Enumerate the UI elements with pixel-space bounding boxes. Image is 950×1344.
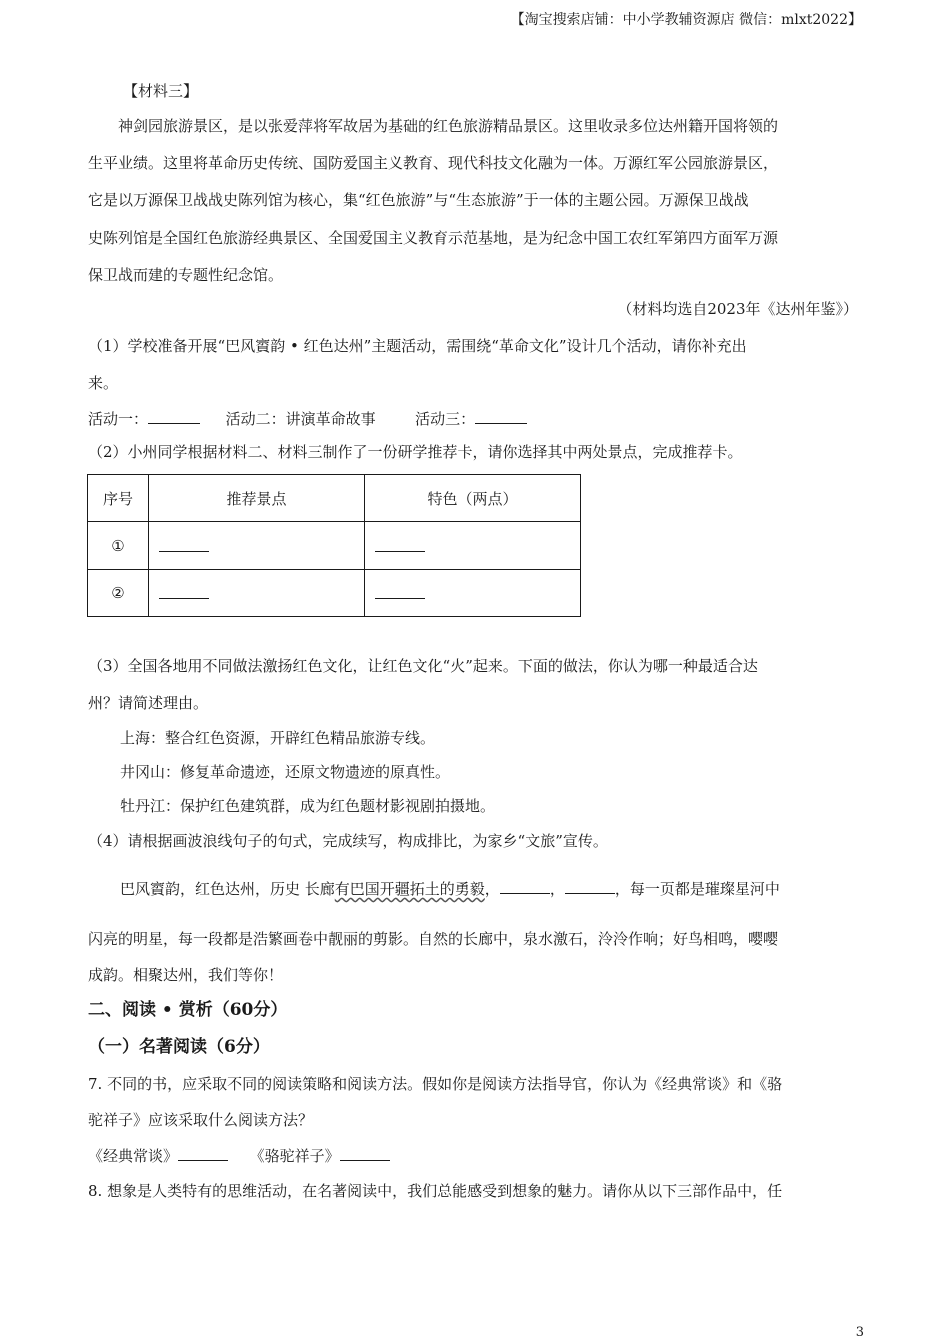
question-7-line: 驼祥子》应该采取什么阅读方法？ [88,1111,314,1129]
spot-blank[interactable] [159,536,209,552]
wavy-sentence: 有巴国开疆拓土的勇毅 [334,880,485,898]
table-header-spot: 推荐景点 [149,475,365,522]
activity-3-label: 活动三： [415,410,476,428]
row-index: ② [88,570,149,617]
table-row [88,522,581,570]
table-header-feature: 特色（两点） [365,475,581,522]
feature-blank[interactable] [375,536,425,552]
continuation-blank-1[interactable] [500,878,550,894]
question-3-line: 州？请简述理由。 [88,694,209,712]
section-2-heading: 二、阅读 • 赏析（60分） [88,1000,288,1020]
page-number: 3 [855,1325,864,1340]
question-3-line: （3）全国各地用不同做法激扬红色文化，让红色文化“火”起来。下面的做法，你认为哪一种最适合达 [88,657,758,675]
activity-2-label: 活动二：讲演革命故事 [225,410,376,428]
question-2-text: （2）小州同学根据材料二、材料三制作了一份研学推荐卡，请你选择其中两处景点，完成推荐卡。 [88,443,743,461]
book-1-blank[interactable] [178,1145,228,1161]
activity-1-blank[interactable] [148,408,200,424]
option-jinggangshan: 井冈山：修复革命遗迹，还原文物遗迹的原真性。 [120,763,451,781]
question-4-line: 成韵。相聚达州，我们等你！ [88,966,284,984]
activity-row [88,408,527,429]
page-header: 【淘宝搜索店铺：中小学教辅资源店 微信：mlxt2022】 [510,12,862,28]
material3-line: 神剑园旅游景区，是以张爱萍将军故居为基础的红色旅游精品景区。这里收录多位达州籍开国将领的 [118,117,779,135]
recommendation-table [87,474,581,617]
material3-line: 生平业绩。这里将革命历史传统、国防爱国主义教育、现代科技文化融为一体。万源红军公园旅游景区， [88,154,779,172]
book-2-blank[interactable] [340,1145,390,1161]
material3-line: 它是以万源保卫战战史陈列馆为核心，集“红色旅游”与“生态旅游”于一体的主题公园。万源保卫战战 [88,191,749,209]
question-1-line: 来。 [88,374,119,392]
table-row [88,570,581,617]
option-mudanjiang: 牡丹江：保护红色建筑群，成为红色题材影视剧拍摄地。 [120,797,496,815]
table-header-index: 序号 [88,475,149,522]
material3-line: 史陈列馆是全国红色旅游经典景区、全国爱国主义教育示范基地，是为纪念中国工农红军第四方面军万源 [88,229,779,247]
material3-line: 保卫战而建的专题性纪念馆。 [88,266,284,284]
continuation-blank-2[interactable] [565,878,615,894]
material3-title: 【材料三】 [123,82,199,100]
question-4-text: （4）请根据画波浪线句子的句式，完成续写，构成排比，为家乡“文旅”宣传。 [88,832,608,850]
question-1-line: （1）学校准备开展“巴风賨韵 • 红色达州”主题活动，需围绕“革命文化”设计几个活动，请你补充出 [88,337,747,355]
book-2-label: 《骆驼祥子》 [249,1147,340,1165]
activity-1-label: 活动一： [88,410,149,428]
activity-3-blank[interactable] [475,408,527,424]
spot-blank[interactable] [159,583,209,599]
question-7-answers [88,1145,390,1166]
option-shanghai: 上海：整合红色资源，开辟红色精品旅游专线。 [120,729,436,747]
row-index: ① [88,522,149,570]
feature-blank[interactable] [375,583,425,599]
material3-source: （材料均选自2023年《达州年鉴》） [617,300,858,318]
question-8-line: 8. 想象是人类特有的思维活动，在名著阅读中，我们总能感受到想象的魅力。请你从以下三部作品中，任 [88,1182,783,1200]
question-7-line: 7. 不同的书，应采取不同的阅读策略和阅读方法。假如你是阅读方法指导官，你认为《经典常谈》和《骆 [88,1075,783,1093]
book-1-label: 《经典常谈》 [88,1147,179,1165]
question-4-paragraph: 巴风賨韵，红色达州，历史 长廊有巴国开疆拓土的勇毅， ， ，每一页都是璀璨星河中 [120,880,780,898]
section-2-1-heading: （一）名著阅读（6分） [88,1037,270,1057]
question-4-line: 闪亮的明星，每一段都是浩繁画卷中靓丽的剪影。自然的长廊中，泉水激石，泠泠作响；好鸟相鸣，嘤嘤 [88,930,779,948]
